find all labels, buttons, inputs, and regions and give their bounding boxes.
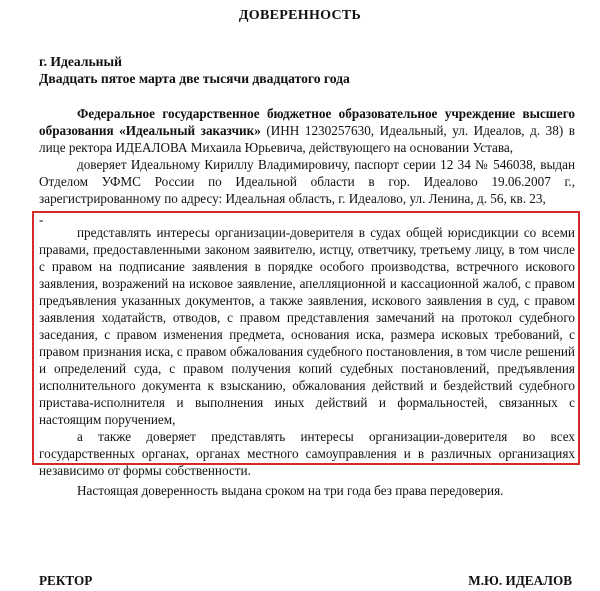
document-title: ДОВЕРЕННОСТЬ [238, 8, 362, 23]
powers-block [39, 224, 575, 479]
signer-name: М.Ю. ИДЕАЛОВ [468, 573, 572, 588]
principal-details: (ИНН 1230257630, Идеальный, ул. Идеалов, д. 38) в лице ректора ИДЕАЛОВА Михаила Юрьевича, действующего на основании Устава, [39, 123, 576, 155]
document-date: Двадцать пятое марта две тысячи двадцатого года [39, 71, 350, 86]
attorney-paragraph: доверяет Идеальному Кириллу Владимировичу, паспорт серии 12 34 № 546038, выдан Отделом УФМС России по Идеальной области в гор. Идеалово 19.06.2007 г., зарегистрированному по адресу: Идеальная область, г. Идеалово, ул. Ленина, д. 56, кв. 23, [39, 157, 575, 206]
principal-paragraph [39, 105, 575, 156]
principal-name: Федеральное государственное бюджетное образовательное учреждение высшего образования «Идеальный заказчик» [39, 106, 575, 138]
powers-paragraph-courts: представлять интересы организации-доверителя в судах общей юрисдикции со всеми правами, предоставленными законом заявителю, истцу, ответчику, третьему лицу, в том числе с правом на подписание заявления в порядке особого производства, встречного искового заявления, возражений на исковое заявление, апелляционной и кассационной жалоб, с правом предъявления указанных документов, а также заявления, искового заявления в суд, с правом заявления ходатайств, отводов, с правом представления замечаний на протокол судебного заседания, с правом изменения предмета, основания иска, размера исковых требований, с правом признания иска, с правом обжалования судебного постановления, в том числе решений и определений суда, с правом получения копий судебных постановлений, предъявления исполнительного документа к взысканию, обжалования действий и бездействий судебного пристава-исполнителя и выполнения иных действий и формальностей, связанных с настоящим поручением, [39, 225, 575, 427]
powers-dash: - [39, 212, 44, 227]
validity-paragraph: Настоящая доверенность выдана сроком на три года без права передоверия. [77, 483, 504, 498]
signer-position: РЕКТОР [39, 573, 93, 588]
document-city: г. Идеальный [39, 54, 122, 69]
powers-paragraph-authorities: а также доверяет представлять интересы организации-доверителя во всех государственных органах, органах местного самоуправления и в различных организациях независимо от формы собственности. [39, 429, 575, 478]
